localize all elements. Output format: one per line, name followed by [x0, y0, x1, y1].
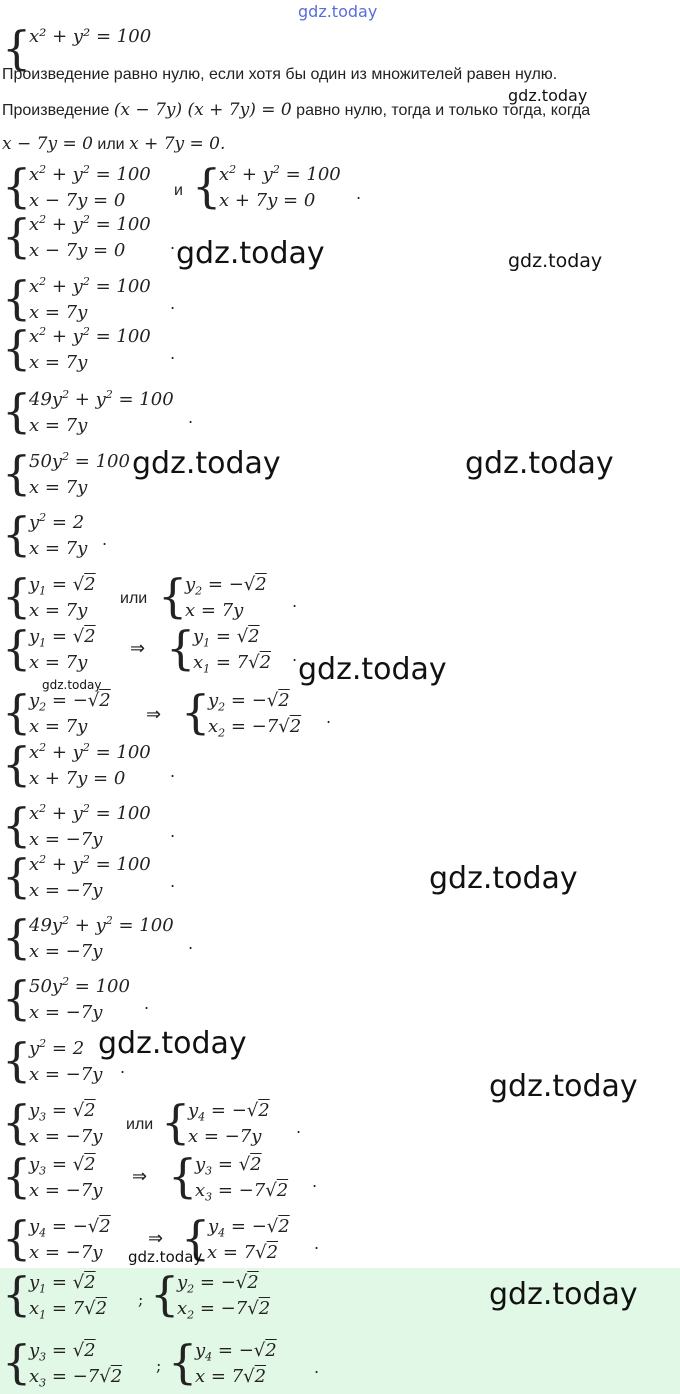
equation: $x^2 + y^2 = 100$ [29, 163, 151, 185]
brace: { [2, 209, 32, 263]
watermark: gdz.today [176, 236, 325, 271]
watermark-top: gdz.today [298, 2, 378, 21]
equation: $y_1 = √2$ [29, 626, 96, 650]
semicolon: ; [156, 1356, 162, 1375]
brace: { [2, 1335, 32, 1389]
paragraph-cases [2, 134, 225, 154]
equation: $y_3 = √2$ [29, 1100, 96, 1124]
equation: x = −7y [29, 1126, 103, 1147]
period: . [312, 1172, 318, 1191]
brace: { [166, 621, 196, 675]
equation: $x^2 + y^2 = 100$ [29, 213, 151, 235]
brace: { [2, 1149, 32, 1203]
period: . [170, 234, 176, 253]
period: . [188, 934, 194, 953]
period: . [170, 762, 176, 781]
equation: x = −7y [29, 829, 103, 850]
equation: $y_2 = -√2$ [208, 690, 290, 714]
semicolon: ; [138, 1290, 144, 1309]
math-product: (x − 7y) (x + 7y) = 0 [113, 100, 292, 120]
text-after: равно нулю, тогда и только тогда, когда [296, 102, 591, 119]
brace: { [192, 159, 222, 213]
period: . [326, 708, 332, 727]
equation: $y_4 = -√2$ [188, 1100, 270, 1124]
period: . [170, 294, 176, 313]
word-or: или [120, 590, 148, 607]
equation: $y_3 = √2$ [29, 1340, 96, 1364]
equation: x = 7y [29, 538, 88, 559]
period: . [356, 184, 362, 203]
equation: $x_1 = 7√2$ [29, 1298, 108, 1322]
equation: $y^2 = 2$ [29, 511, 85, 533]
equation: x = 7y [29, 652, 88, 673]
brace: { [2, 971, 32, 1025]
brace: { [168, 1335, 198, 1389]
brace: { [181, 1211, 211, 1265]
word-and: и [174, 182, 183, 199]
brace: { [2, 446, 32, 500]
brace: { [2, 621, 32, 675]
equation: $x^2 + y^2 = 100$ [29, 741, 151, 763]
brace: { [158, 569, 188, 623]
equation: x + 7y = 0 [219, 190, 316, 211]
brace: { [2, 685, 32, 739]
equation: $x^2 + y^2 = 100$ [29, 325, 151, 347]
brace: { [2, 321, 32, 375]
equation: $y_1 = √2$ [193, 626, 260, 650]
equation: x = 7y [185, 600, 244, 621]
brace: { [2, 1267, 32, 1321]
equation: $x^2 + y^2 = 100$ [219, 163, 341, 185]
brace: { [2, 507, 32, 561]
brace: { [2, 910, 32, 964]
equation: x = 7y [29, 716, 88, 737]
period: . [170, 344, 176, 363]
equation: x − 7y = 0 [29, 190, 126, 211]
word-or: или [126, 1116, 154, 1133]
brace: { [168, 1149, 198, 1203]
equation: $x_3 = -7√2$ [29, 1366, 123, 1390]
watermark: gdz.today [465, 446, 614, 481]
brace: { [2, 737, 32, 791]
equation: $y^2 = 2$ [29, 1037, 85, 1059]
period: . [188, 408, 194, 427]
equation: x = −7y [188, 1126, 262, 1147]
equation: $x_2 = -7√2$ [177, 1298, 271, 1322]
equation: $x_3 = -7√2$ [195, 1180, 289, 1204]
paragraph-zero-product: Произведение равно нулю, если хотя бы один из множителей равен нулю. [2, 66, 558, 83]
period: . [170, 822, 176, 841]
word-or: или [97, 136, 125, 153]
equation: $y_2 = -√2$ [177, 1272, 259, 1296]
equation: x = −7y [29, 1242, 103, 1263]
equation: $x^2 + y^2 = 100$ [29, 802, 151, 824]
brace: { [2, 1033, 32, 1087]
period: . [296, 1118, 302, 1137]
equation: x = 7y [29, 302, 88, 323]
period: . [102, 530, 108, 549]
equation: x = 7√2 [207, 1242, 279, 1263]
equation: $y_3 = √2$ [195, 1154, 262, 1178]
watermark: gdz.today [98, 1026, 247, 1061]
equation: x = −7y [29, 1064, 103, 1085]
watermark: gdz.today [298, 652, 447, 687]
math-case2: x + 7y = 0. [129, 134, 226, 154]
brace: { [2, 849, 32, 903]
equation: x = 7y [29, 352, 88, 373]
watermark-tiny: gdz.today [42, 678, 102, 692]
period: . [314, 1358, 320, 1377]
equation: x − 7y = 0 [29, 240, 126, 261]
implies-arrow: ⇒ [130, 638, 146, 658]
implies-arrow: ⇒ [148, 1228, 164, 1248]
equation: $y_3 = √2$ [29, 1154, 96, 1178]
math-case1: x − 7y = 0 [2, 134, 93, 154]
watermark: gdz.today [132, 446, 281, 481]
watermark: gdz.today [489, 1277, 638, 1312]
period: . [170, 872, 176, 891]
paragraph-product-condition [2, 100, 590, 120]
brace: { [150, 1267, 180, 1321]
equation: $49y^2 + y^2 = 100$ [29, 388, 174, 410]
text-before: Произведение [2, 102, 110, 119]
brace: { [2, 798, 32, 852]
implies-arrow: ⇒ [146, 704, 162, 724]
brace: { [181, 685, 211, 739]
watermark: gdz.today [508, 250, 603, 272]
equation: $x^2 + y^2 = 100$ [29, 275, 151, 297]
brace: { [2, 159, 32, 213]
equation: x = 7y [29, 600, 88, 621]
equation: x = 7y [29, 415, 88, 436]
equation: $50y^2 = 100$ [29, 450, 130, 472]
equation: $y_4 = -√2$ [195, 1340, 277, 1364]
watermark: gdz.today [429, 861, 578, 896]
equation: x + 7y = 0 [29, 768, 126, 789]
brace: { [2, 569, 32, 623]
equation: $y_1 = √2$ [29, 574, 96, 598]
period: . [292, 646, 298, 665]
equation: $y_4 = -√2$ [29, 1216, 111, 1240]
equation: $x^2 + y^2 = 100$ [29, 853, 151, 875]
equation: x = −7y [29, 1002, 103, 1023]
equation: $y_2 = -√2$ [185, 574, 267, 598]
equation: $y_2 = -√2$ [29, 690, 111, 714]
equation: x² + y² = 100 [29, 26, 152, 47]
equation: x = −7y [29, 941, 103, 962]
equation: x = 7√2 [195, 1366, 267, 1387]
brace: { [2, 1095, 32, 1149]
watermark-small: gdz.today [508, 86, 588, 105]
equation: $x_2 = -7√2$ [208, 716, 302, 740]
brace: { [2, 21, 32, 75]
equation: $y_4 = -√2$ [208, 1216, 290, 1240]
equation: x = 7y [29, 477, 88, 498]
equation: $50y^2 = 100$ [29, 975, 130, 997]
equation: x = −7y [29, 880, 103, 901]
equation: $x_1 = 7√2$ [193, 652, 272, 676]
brace: { [2, 1211, 32, 1265]
period: . [292, 592, 298, 611]
period: . [120, 1058, 126, 1077]
brace: { [2, 384, 32, 438]
implies-arrow: ⇒ [132, 1166, 148, 1186]
equation: x = −7y [29, 1180, 103, 1201]
brace: { [161, 1095, 191, 1149]
equation: $y_1 = √2$ [29, 1272, 96, 1296]
equation: $49y^2 + y^2 = 100$ [29, 914, 174, 936]
period: . [144, 994, 150, 1013]
brace: { [2, 271, 32, 325]
watermark: gdz.today [128, 1248, 203, 1266]
period: . [314, 1234, 320, 1253]
watermark: gdz.today [489, 1069, 638, 1104]
